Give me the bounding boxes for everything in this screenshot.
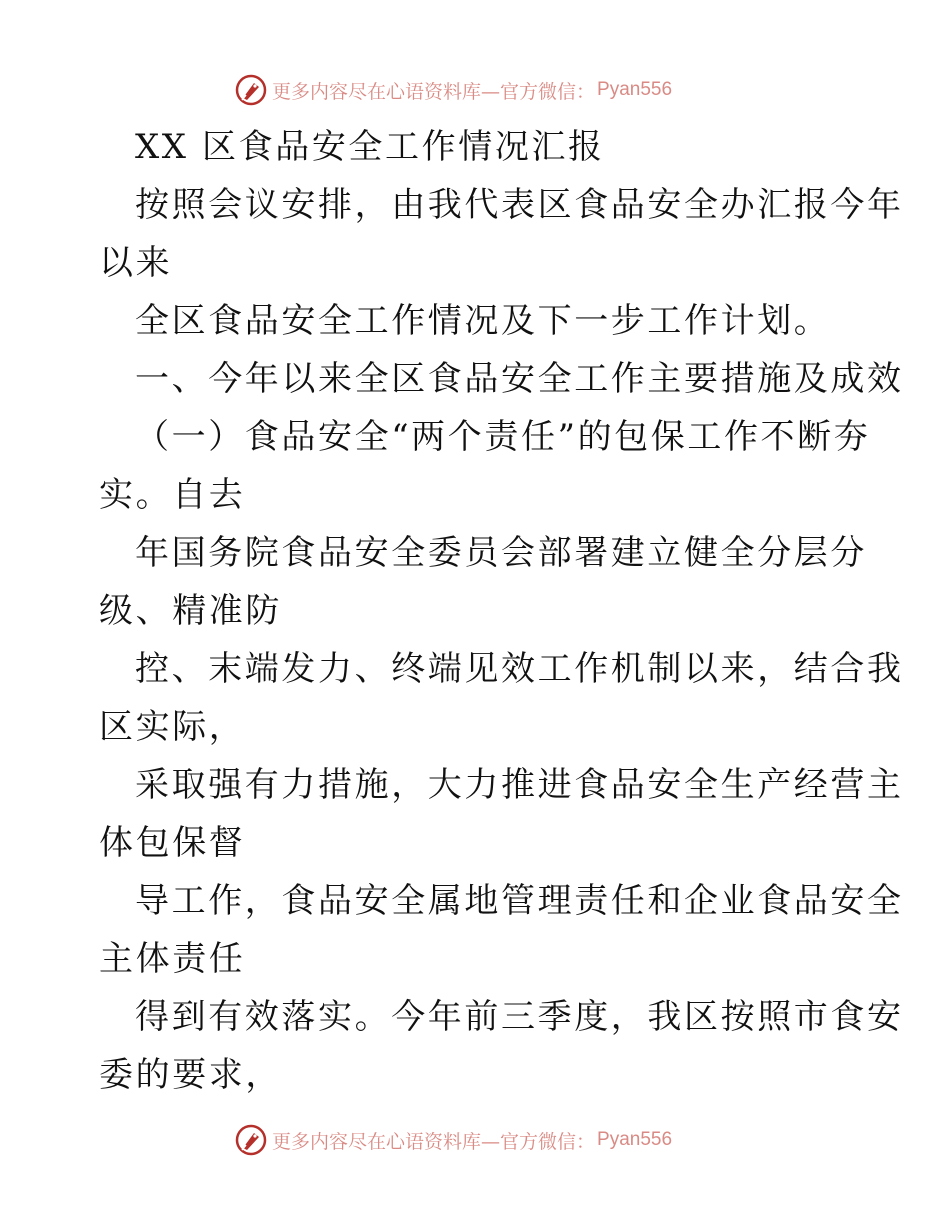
text-line: 委的要求， bbox=[99, 1055, 282, 1095]
header-watermark bbox=[234, 70, 672, 110]
footer-watermark bbox=[234, 1120, 672, 1160]
text-line: 全区食品安全工作情况及下一步工作计划。 bbox=[135, 301, 831, 341]
watermark-wechat-id: Pyan556 bbox=[597, 79, 673, 100]
text-line: 体包保督 bbox=[99, 823, 246, 863]
text-line: 区实际， bbox=[99, 707, 246, 747]
pen-nib-icon bbox=[234, 1123, 268, 1157]
text-line: 以来 bbox=[99, 243, 173, 283]
watermark-wechat-id: Pyan556 bbox=[597, 1129, 673, 1150]
pen-nib-icon bbox=[234, 73, 268, 107]
text-line: 级、精准防 bbox=[99, 591, 282, 631]
text-line: 一、今年以来全区食品安全工作主要措施及成效 bbox=[135, 359, 904, 399]
watermark-text: 更多内容尽在心语资料库—官方微信： bbox=[272, 1130, 596, 1153]
text-line: 导工作，食品安全属地管理责任和企业食品安全 bbox=[135, 881, 904, 921]
text-line: 实。自去 bbox=[99, 475, 246, 515]
text-line: （一）食品安全“两个责任”的包保工作不断夯 bbox=[135, 417, 871, 457]
text-line: 主体责任 bbox=[99, 939, 246, 979]
header-watermark-banner bbox=[0, 70, 950, 110]
text-line: 年国务院食品安全委员会部署建立健全分层分 bbox=[135, 533, 867, 573]
text-line: 得到有效落实。今年前三季度，我区按照市食安 bbox=[135, 997, 904, 1037]
text-line: 控、末端发力、终端见效工作机制以来，结合我 bbox=[135, 649, 904, 689]
watermark-text: 更多内容尽在心语资料库—官方微信： bbox=[272, 80, 596, 103]
text-line: 采取强有力措施，大力推进食品安全生产经营主 bbox=[135, 765, 904, 805]
document-body bbox=[99, 118, 904, 1104]
footer-watermark-banner bbox=[0, 1120, 950, 1160]
text-line: 按照会议安排，由我代表区食品安全办汇报今年 bbox=[135, 185, 904, 225]
document-title: XX 区食品安全工作情况汇报 bbox=[135, 127, 605, 167]
